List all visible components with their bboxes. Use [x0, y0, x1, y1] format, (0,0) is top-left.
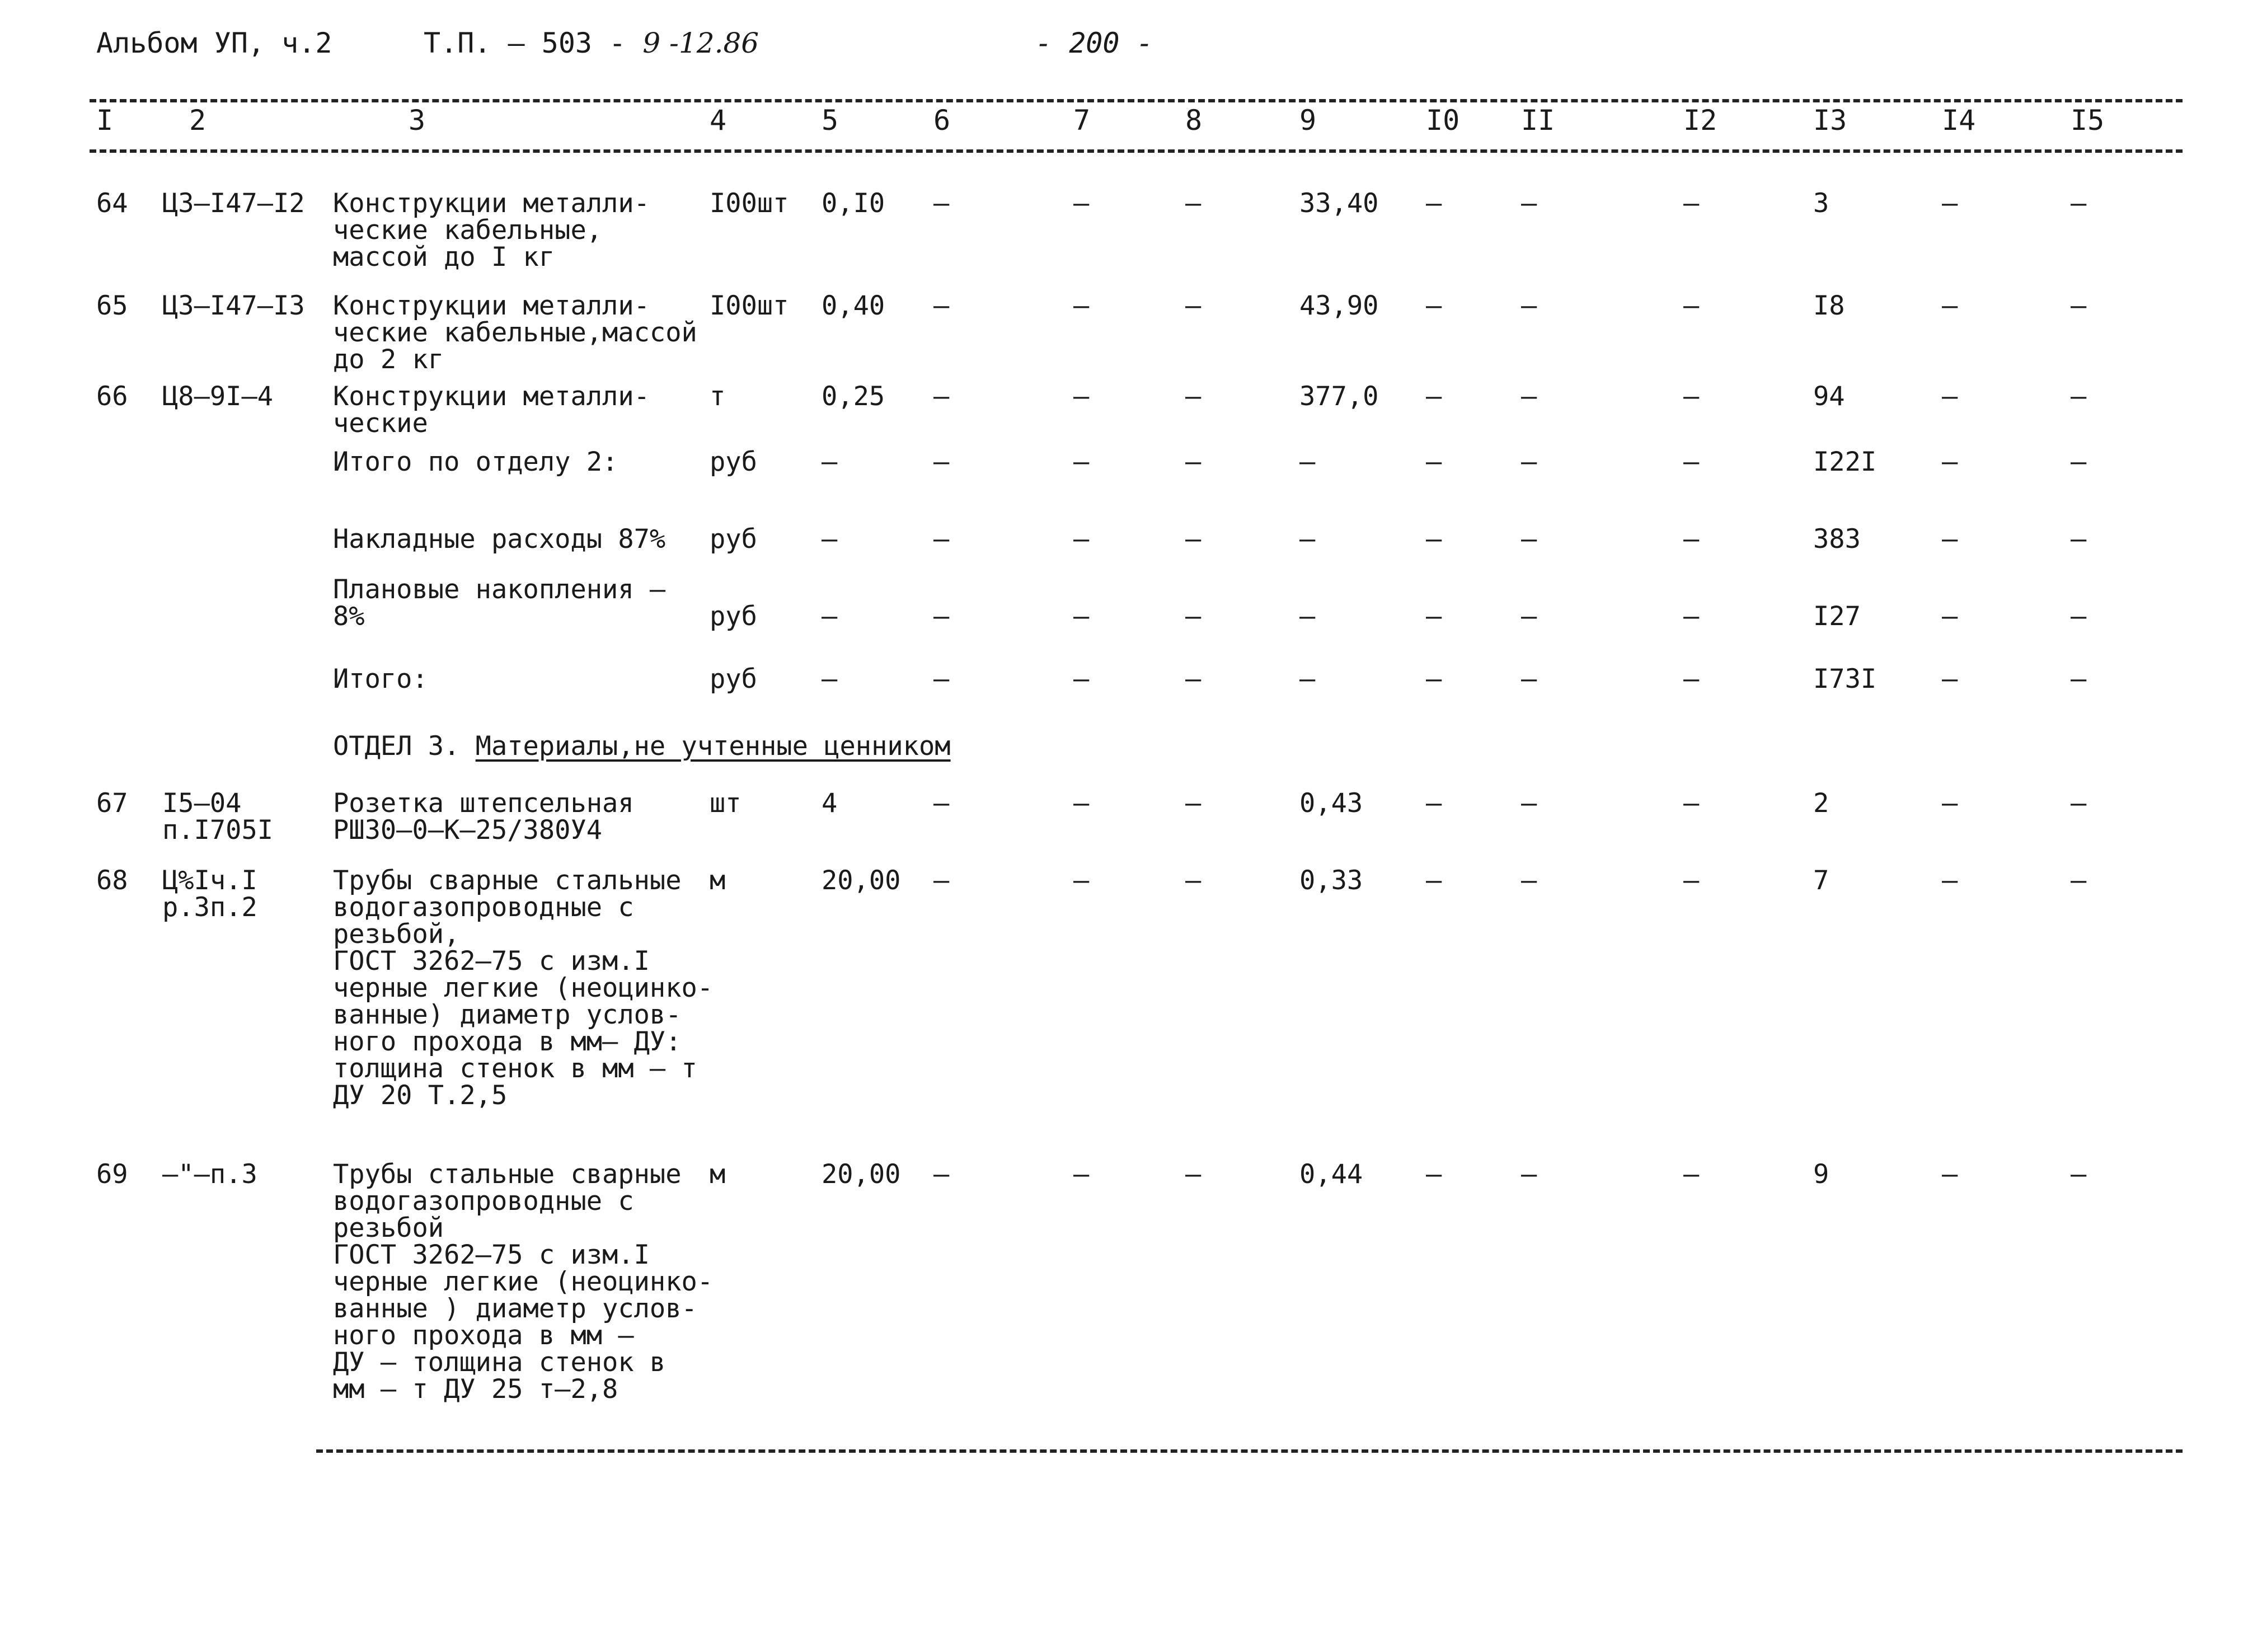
row-col15: –: [2071, 664, 2087, 694]
col-header-14: I4: [1942, 104, 1976, 137]
row-col11: –: [1521, 524, 1537, 555]
row-name: Розетка штепсельная РШЗ0–0–К–25/380У4: [333, 788, 634, 846]
row-col6: –: [933, 524, 950, 555]
row-qty: –: [822, 664, 838, 694]
row-number: 65: [96, 290, 128, 321]
row-col11: –: [1521, 601, 1537, 632]
row-col8: –: [1185, 188, 1202, 219]
row-col13: I8: [1813, 290, 1845, 321]
row-col11: –: [1521, 447, 1537, 477]
header-rule-top: [90, 99, 2183, 102]
row-col7: –: [1073, 381, 1090, 412]
row-col9: 43,90: [1299, 290, 1379, 321]
row-col12: –: [1683, 601, 1700, 632]
row-col12: –: [1683, 188, 1700, 219]
row-code: Ц%Iч.I р.3п.2: [162, 865, 257, 923]
row-col10: –: [1426, 664, 1442, 694]
row-col15: –: [2071, 290, 2087, 321]
row-number: 67: [96, 788, 128, 819]
row-col12: –: [1683, 381, 1700, 412]
row-col15: –: [2071, 788, 2087, 819]
section-prefix: ОТДЕЛ 3.: [333, 731, 460, 762]
row-name: Конструкции металли- ческие: [333, 381, 650, 439]
col-header-11: II: [1521, 104, 1555, 137]
row-col12: –: [1683, 447, 1700, 477]
row-col6: –: [933, 447, 950, 477]
row-name: Конструкции металли- ческие кабельные, массой до I кг: [333, 188, 650, 273]
row-col15: –: [2071, 188, 2087, 219]
col-header-6: 6: [933, 104, 951, 137]
col-header-1: I: [96, 104, 114, 137]
row-col10: –: [1426, 381, 1442, 412]
row-col14: –: [1942, 1159, 1958, 1190]
row-col11: –: [1521, 290, 1537, 321]
row-col13: I73I: [1813, 664, 1877, 694]
row-unit: шт: [710, 788, 741, 819]
row-col6: –: [933, 381, 950, 412]
col-header-9: 9: [1299, 104, 1317, 137]
row-unit: руб: [710, 447, 757, 477]
row-col10: –: [1426, 601, 1442, 632]
row-col13: 383: [1813, 524, 1861, 555]
row-qty: 0,25: [822, 381, 885, 412]
row-unit: I00шт: [710, 290, 789, 321]
col-header-15: I5: [2071, 104, 2105, 137]
row-col8: –: [1185, 664, 1202, 694]
row-col13: 94: [1813, 381, 1845, 412]
row-col14: –: [1942, 447, 1958, 477]
row-col14: –: [1942, 524, 1958, 555]
row-code: –"–п.3: [162, 1159, 257, 1190]
row-col12: –: [1683, 524, 1700, 555]
row-col9: 33,40: [1299, 188, 1379, 219]
row-col13: 3: [1813, 188, 1829, 219]
row-col8: –: [1185, 1159, 1202, 1190]
row-code: I5–04 п.I705I: [162, 788, 274, 846]
row-col7: –: [1073, 524, 1090, 555]
row-name: Трубы сварные стальные водогазопроводные с резьбой, ГОСТ 3262–75 с изм.I черные легкие (неоцинко- ванные) диаметр услов- ного прохода в мм– ДУ: толщина стенок в мм – т ДУ 20 Т.2,5: [333, 865, 714, 1111]
row-name: Итого:: [333, 664, 428, 694]
row-col11: –: [1521, 664, 1537, 694]
row-col9: –: [1299, 601, 1316, 632]
row-col6: –: [933, 601, 950, 632]
row-col10: –: [1426, 447, 1442, 477]
row-col15: –: [2071, 865, 2087, 896]
row-unit: руб: [710, 601, 757, 632]
col-header-8: 8: [1185, 104, 1203, 137]
row-qty: –: [822, 447, 838, 477]
row-col15: –: [2071, 1159, 2087, 1190]
row-col12: –: [1683, 1159, 1700, 1190]
col-header-12: I2: [1683, 104, 1717, 137]
row-col11: –: [1521, 1159, 1537, 1190]
row-col6: –: [933, 865, 950, 896]
row-col7: –: [1073, 290, 1090, 321]
row-col6: –: [933, 1159, 950, 1190]
col-header-13: I3: [1813, 104, 1847, 137]
row-qty: 20,00: [822, 865, 901, 896]
row-col10: –: [1426, 788, 1442, 819]
row-col8: –: [1185, 524, 1202, 555]
row-col14: –: [1942, 290, 1958, 321]
row-col12: –: [1683, 788, 1700, 819]
row-qty: –: [822, 524, 838, 555]
col-header-2: 2: [189, 104, 207, 137]
row-col6: –: [933, 788, 950, 819]
row-col7: –: [1073, 188, 1090, 219]
row-col9: 0,33: [1299, 865, 1363, 896]
row-col14: –: [1942, 788, 1958, 819]
row-col10: –: [1426, 524, 1442, 555]
row-col7: –: [1073, 865, 1090, 896]
section-heading-text: [333, 731, 951, 762]
page-number: - 200 -: [1035, 27, 1153, 59]
row-col8: –: [1185, 788, 1202, 819]
row-col9: –: [1299, 524, 1316, 555]
row-col14: –: [1942, 601, 1958, 632]
row-col13: 9: [1813, 1159, 1829, 1190]
row-col8: –: [1185, 290, 1202, 321]
row-col11: –: [1521, 865, 1537, 896]
row-number: 66: [96, 381, 128, 412]
row-col10: –: [1426, 188, 1442, 219]
row-number: 64: [96, 188, 128, 219]
col-header-3: 3: [409, 104, 426, 137]
col-header-4: 4: [710, 104, 727, 137]
row-code: Ц8–9I–4: [162, 381, 274, 412]
row-number: 68: [96, 865, 128, 896]
row-col11: –: [1521, 188, 1537, 219]
row-col11: –: [1521, 788, 1537, 819]
row-col13: I22I: [1813, 447, 1877, 477]
tp-prefix: Т.П. – 503 -: [424, 27, 626, 59]
row-col10: –: [1426, 1159, 1442, 1190]
tp-label: [424, 29, 759, 57]
row-col7: –: [1073, 664, 1090, 694]
row-col12: –: [1683, 664, 1700, 694]
tp-handwritten: 9 -12.86: [642, 27, 759, 59]
section-title: Материалы,не учтенные ценником: [475, 731, 951, 762]
row-unit: м: [710, 865, 726, 896]
row-unit: т: [710, 381, 726, 412]
row-col8: –: [1185, 381, 1202, 412]
row-col14: –: [1942, 865, 1958, 896]
row-col6: –: [933, 188, 950, 219]
row-qty: 4: [822, 788, 838, 819]
col-header-5: 5: [822, 104, 839, 137]
row-col14: –: [1942, 664, 1958, 694]
row-name: Плановые накопления – 8%: [333, 574, 666, 632]
row-col9: –: [1299, 447, 1316, 477]
row-col12: –: [1683, 865, 1700, 896]
row-unit: руб: [710, 664, 757, 694]
row-unit: руб: [710, 524, 757, 555]
row-col9: 0,44: [1299, 1159, 1363, 1190]
row-qty: –: [822, 601, 838, 632]
row-col10: –: [1426, 290, 1442, 321]
row-col15: –: [2071, 447, 2087, 477]
row-col10: –: [1426, 865, 1442, 896]
row-col12: –: [1683, 290, 1700, 321]
row-col7: –: [1073, 788, 1090, 819]
row-col9: 377,0: [1299, 381, 1379, 412]
row-code: ЦЗ–I47–I3: [162, 290, 305, 321]
row-number: 69: [96, 1159, 128, 1190]
row-col14: –: [1942, 188, 1958, 219]
row-col8: –: [1185, 447, 1202, 477]
row-col7: –: [1073, 447, 1090, 477]
header-rule-bottom: [90, 149, 2183, 153]
row-col6: –: [933, 290, 950, 321]
row-col6: –: [933, 664, 950, 694]
row-col11: –: [1521, 381, 1537, 412]
row-col9: 0,43: [1299, 788, 1363, 819]
row-qty: 20,00: [822, 1159, 901, 1190]
row-col15: –: [2071, 381, 2087, 412]
row-col9: –: [1299, 664, 1316, 694]
row-col13: 7: [1813, 865, 1829, 896]
row-code: ЦЗ–I47–I2: [162, 188, 305, 219]
row-col7: –: [1073, 1159, 1090, 1190]
col-header-7: 7: [1073, 104, 1091, 137]
row-col8: –: [1185, 865, 1202, 896]
footer-rule: [316, 1449, 2183, 1453]
row-col13: 2: [1813, 788, 1829, 819]
row-col14: –: [1942, 381, 1958, 412]
row-col15: –: [2071, 601, 2087, 632]
album-label: Альбом УП, ч.2: [96, 27, 332, 59]
row-col15: –: [2071, 524, 2087, 555]
row-qty: 0,40: [822, 290, 885, 321]
row-unit: I00шт: [710, 188, 789, 219]
col-header-10: I0: [1426, 104, 1460, 137]
row-col8: –: [1185, 601, 1202, 632]
row-col7: –: [1073, 601, 1090, 632]
row-unit: м: [710, 1159, 726, 1190]
row-col13: I27: [1813, 601, 1861, 632]
row-name: Накладные расходы 87%: [333, 524, 666, 555]
row-name: Конструкции металли- ческие кабельные,массой до 2 кг: [333, 290, 697, 375]
row-qty: 0,I0: [822, 188, 885, 219]
row-name: Итого по отделу 2:: [333, 447, 618, 477]
row-name: Трубы стальные сварные водогазопроводные с резьбой ГОСТ 3262–75 с изм.I черные легкие (неоцинко- ванные ) диаметр услов- ного прохода в мм – ДУ – толщина стенок в мм – т ДУ 25 т–2,8: [333, 1159, 714, 1405]
